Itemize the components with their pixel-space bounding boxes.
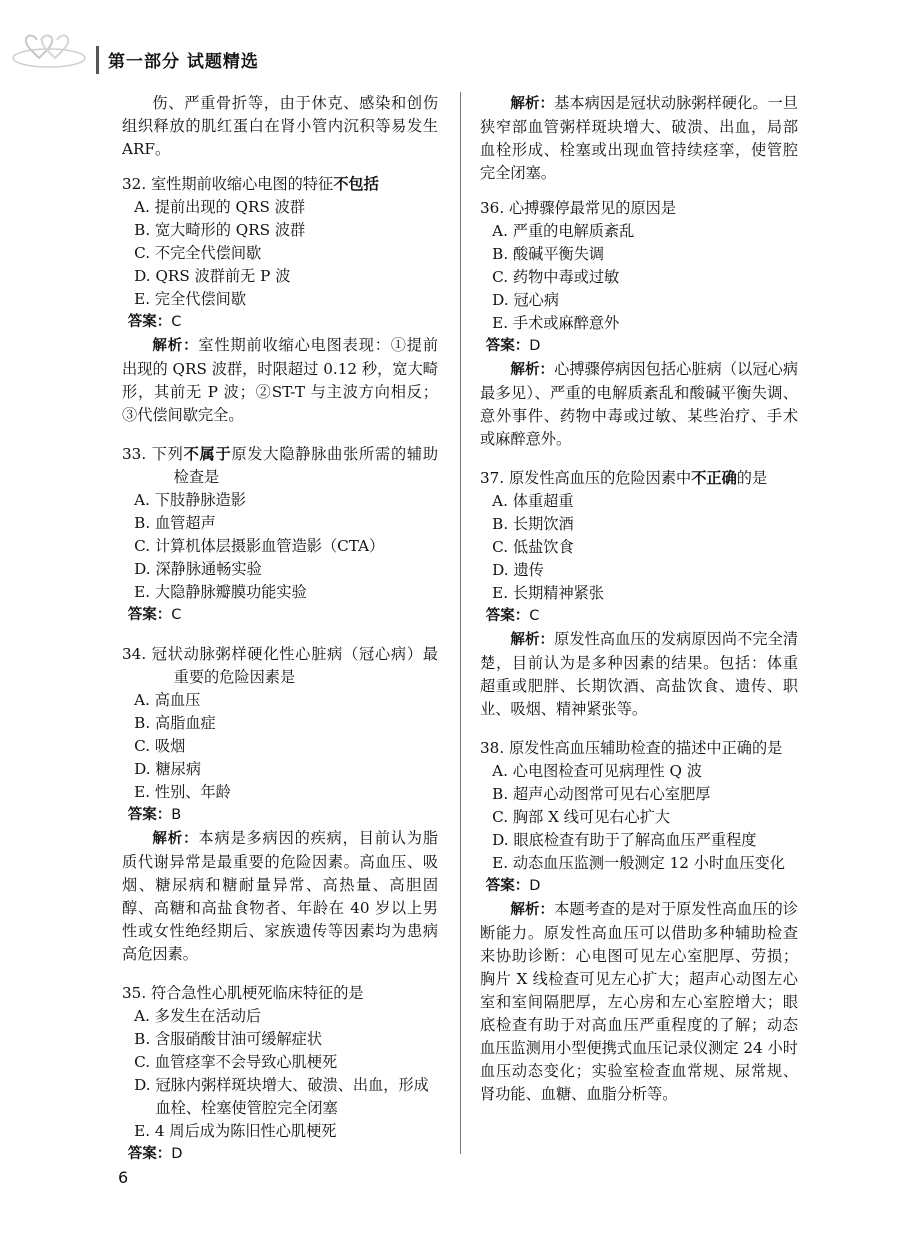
question-block bbox=[122, 982, 438, 1166]
answer-label: 答案： bbox=[127, 807, 172, 823]
answer-line bbox=[480, 605, 798, 628]
stem-text-after: 原发大隐静脉曲张所需的辅助检查是 bbox=[173, 445, 439, 486]
stem-emphasis: 不包括 bbox=[333, 175, 379, 193]
question-block bbox=[480, 467, 798, 721]
answer-option: A. 多发生在活动后 bbox=[134, 1007, 262, 1025]
answer-option: A. 提前出现的 QRS 波群 bbox=[134, 198, 306, 216]
analysis-body: 本题考查的是对于原发性高血压的诊断能力。原发性高血压可以借助多种辅助检查来协助诊断：心电图可见左心室肥厚、劳损；胸片 X 线检查可见左心扩大；超声心动图左心室和室间隔肥厚，左心房和左心室腔增大；眼底检查有助于对高血压严重程度的了解；动态血压监测用小型便携式血压记录仪测定 24 小时血压动态变化；实验室检查血常规、尿常规、肾功能、血糖、血脂分析等。 bbox=[480, 900, 799, 1103]
answer-line bbox=[122, 1143, 438, 1166]
answer-line bbox=[480, 875, 798, 898]
answer-option: E. 长期精神紧张 bbox=[492, 584, 605, 602]
answer-option: D. 冠心病 bbox=[492, 291, 560, 309]
analysis-text bbox=[480, 898, 798, 1106]
answer-option: C. 吸烟 bbox=[134, 737, 186, 755]
answer-line bbox=[122, 604, 438, 627]
answer-label: 答案： bbox=[485, 338, 530, 354]
answer-value: C bbox=[171, 314, 182, 330]
question-stem bbox=[122, 443, 438, 489]
answer-option: C. 低盐饮食 bbox=[492, 538, 574, 556]
answer-label: 答案： bbox=[127, 607, 172, 623]
publisher-logo-icon bbox=[8, 28, 90, 72]
question-stem bbox=[122, 643, 438, 689]
right-column bbox=[480, 92, 798, 1106]
question-block bbox=[480, 197, 798, 451]
answer-line bbox=[122, 311, 438, 334]
answer-value: D bbox=[529, 338, 541, 354]
answer-option: D. QRS 波群前无 P 波 bbox=[134, 267, 291, 285]
answer-value: D bbox=[171, 1146, 183, 1162]
continuation-text: 伤、严重骨折等，由于休克、感染和创伤组织释放的肌红蛋白在肾小管内沉积等易发生 ARF。 bbox=[122, 94, 438, 158]
stem-text: 37. 原发性高血压的危险因素中 bbox=[480, 469, 692, 487]
analysis-body: 室性期前收缩心电图表现：①提前出现的 QRS 波群，时限超过 0.12 秒，宽大畸形，其前无 P 波；②ST-T 与主波方向相反；③代偿间歇完全。 bbox=[122, 336, 439, 424]
answer-value: C bbox=[529, 608, 540, 624]
answer-option: C. 药物中毒或过敏 bbox=[492, 268, 620, 286]
answer-option: C. 胸部 X 线可见右心扩大 bbox=[492, 808, 671, 826]
question-stem bbox=[480, 197, 798, 220]
analysis-body: 本病是多病因的疾病，目前认为脂质代谢异常是最重要的危险因素。高血压、吸烟、糖尿病和糖耐量异常、高热量、高胆固醇、高糖和高盐食物者、年龄在 40 岁以上男性或女性绝经期后、家族遗传等因素均为患病高危因素。 bbox=[122, 829, 439, 963]
answer-label: 答案： bbox=[127, 314, 172, 330]
question-block bbox=[122, 173, 438, 427]
question-block bbox=[122, 443, 438, 627]
analysis-label: 解析： bbox=[510, 632, 555, 648]
answer-value: C bbox=[171, 607, 182, 623]
answer-option: B. 宽大畸形的 QRS 波群 bbox=[134, 221, 306, 239]
header-divider bbox=[96, 46, 99, 74]
answer-option: B. 高脂血症 bbox=[134, 714, 216, 732]
analysis-label: 解析： bbox=[510, 362, 555, 378]
answer-option: A. 心电图检查可见病理性 Q 波 bbox=[492, 762, 702, 780]
stem-emphasis: 不正确 bbox=[691, 469, 737, 487]
question-stem bbox=[480, 737, 798, 760]
answer-line bbox=[122, 804, 438, 827]
answer-option: E. 大隐静脉瓣膜功能实验 bbox=[134, 583, 307, 601]
stem-emphasis: 不属于 bbox=[183, 445, 232, 463]
left-column bbox=[122, 92, 438, 1166]
question-stem bbox=[122, 173, 438, 196]
stem-text: 33. 下列 bbox=[122, 445, 184, 463]
column-divider bbox=[460, 92, 461, 1154]
answer-option: C. 血管痉挛不会导致心肌梗死 bbox=[134, 1053, 338, 1071]
answer-option: C. 计算机体层摄影血管造影（CTA） bbox=[134, 537, 385, 555]
analysis-text bbox=[480, 358, 798, 451]
answer-option: E. 性别、年龄 bbox=[134, 783, 231, 801]
answer-option: D. 眼底检查有助于了解高血压严重程度 bbox=[492, 831, 757, 849]
question-stem bbox=[480, 467, 798, 490]
answer-option: A. 严重的电解质紊乱 bbox=[492, 222, 635, 240]
question-block bbox=[122, 643, 438, 966]
answer-value: B bbox=[171, 807, 182, 823]
answer-option: E. 完全代偿间歇 bbox=[134, 290, 247, 308]
answer-option: B. 血管超声 bbox=[134, 514, 216, 532]
answer-option: A. 高血压 bbox=[134, 691, 201, 709]
answer-option: B. 长期饮酒 bbox=[492, 515, 574, 533]
analysis-body: 心搏骤停病因包括心脏病（以冠心病最多见）、严重的电解质紊乱和酸碱平衡失调、意外事件、药物中毒或过敏、某些治疗、手术或麻醉意外。 bbox=[480, 360, 799, 448]
question-stem bbox=[122, 982, 438, 1005]
stem-text: 35. 符合急性心肌梗死临床特征的是 bbox=[122, 984, 364, 1002]
analysis-text bbox=[122, 827, 438, 966]
analysis-label: 解析： bbox=[152, 831, 199, 847]
analysis-body: 原发性高血压的发病原因尚不完全清楚，目前认为是多种因素的结果。包括：体重超重或肥胖、长期饮酒、高盐饮食、遗传、职业、吸烟、精神紧张等。 bbox=[480, 630, 799, 718]
answer-option: D. 深静脉通畅实验 bbox=[134, 560, 262, 578]
answer-option: A. 体重超重 bbox=[492, 492, 574, 510]
stem-text-after: 的是 bbox=[736, 469, 768, 487]
answer-option: D. 遗传 bbox=[492, 561, 544, 579]
answer-line bbox=[480, 335, 798, 358]
analysis-label: 解析： bbox=[510, 96, 555, 112]
stem-text: 36. 心搏骤停最常见的原因是 bbox=[480, 199, 677, 217]
analysis-text bbox=[122, 334, 438, 427]
stem-text: 38. 原发性高血压辅助检查的描述中正确的是 bbox=[480, 739, 783, 757]
analysis-label: 解析： bbox=[510, 902, 555, 918]
answer-option: B. 酸碱平衡失调 bbox=[492, 245, 605, 263]
answer-option: E. 4 周后成为陈旧性心肌梗死 bbox=[134, 1122, 337, 1140]
answer-label: 答案： bbox=[127, 1146, 172, 1162]
stem-text: 34. 冠状动脉粥样硬化性心脏病（冠心病）最重要的危险因素是 bbox=[122, 645, 438, 686]
analysis-label: 解析： bbox=[152, 338, 199, 354]
question-block bbox=[480, 737, 798, 1106]
continuation-analysis: 解析：基本病因是冠状动脉粥样硬化。一旦狭窄部血管粥样斑块增大、破溃、出血，局部血栓形成、栓塞或出现血管持续痉挛，使管腔完全闭塞。 bbox=[480, 94, 799, 182]
answer-option: C. 不完全代偿间歇 bbox=[134, 244, 262, 262]
section-title: 第一部分 试题精选 bbox=[108, 52, 259, 72]
stem-text: 32. 室性期前收缩心电图的特征 bbox=[122, 175, 334, 193]
answer-option: E. 动态血压监测一般测定 12 小时血压变化 bbox=[492, 854, 785, 872]
answer-value: D bbox=[529, 878, 541, 894]
answer-option: D. 冠脉内粥样斑块增大、破溃、出血，形成血栓、栓塞使管腔完全闭塞 bbox=[134, 1076, 429, 1117]
answer-option: D. 糖尿病 bbox=[134, 760, 202, 778]
answer-option: A. 下肢静脉造影 bbox=[134, 491, 246, 509]
answer-option: B. 超声心动图常可见右心室肥厚 bbox=[492, 785, 711, 803]
answer-label: 答案： bbox=[485, 608, 530, 624]
answer-option: E. 手术或麻醉意外 bbox=[492, 314, 620, 332]
answer-label: 答案： bbox=[485, 878, 530, 894]
page-header bbox=[0, 0, 900, 90]
answer-option: B. 含服硝酸甘油可缓解症状 bbox=[134, 1030, 323, 1048]
page-number: 6 bbox=[118, 1168, 129, 1187]
analysis-text bbox=[480, 628, 798, 721]
